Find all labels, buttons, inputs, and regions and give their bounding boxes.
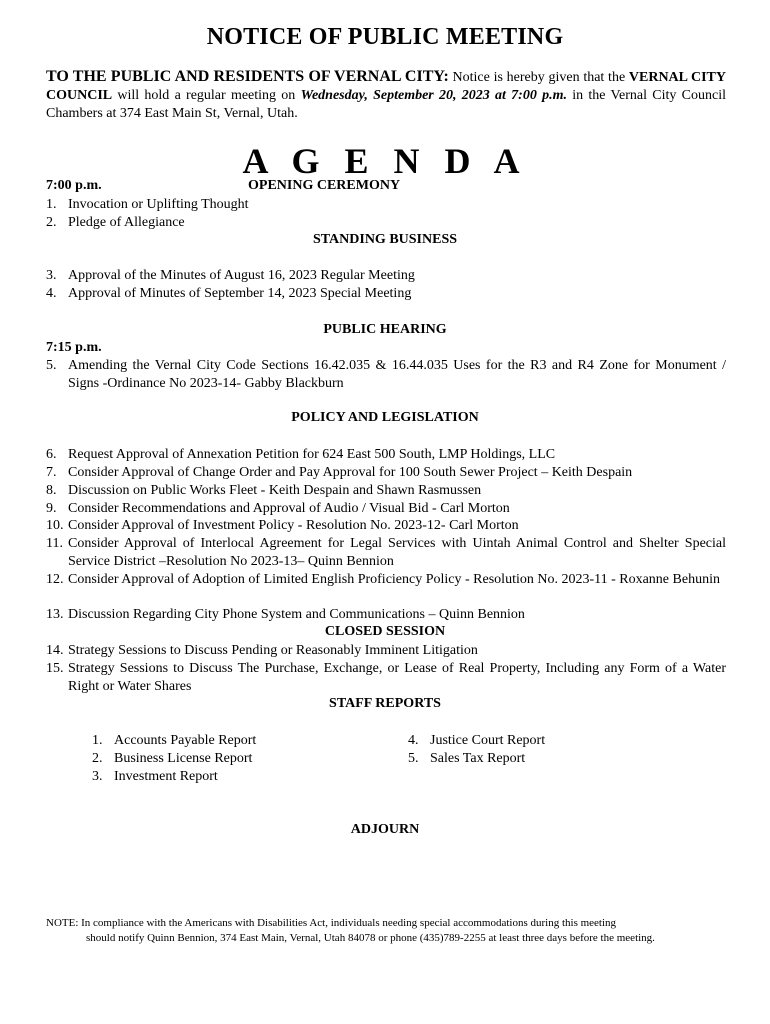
agenda-item: 14. Strategy Sessions to Discuss Pending or Reasonably Imminent Litigation: [46, 643, 478, 658]
section-standing-business: STANDING BUSINESS: [312, 232, 458, 247]
staff-report-item: 2. Business License Report: [92, 751, 253, 766]
agenda-item: 4. Approval of Minutes of September 14, 2023 Special Meeting: [46, 286, 412, 301]
staff-report-item: 4. Justice Court Report: [408, 733, 546, 748]
intro-lead: TO THE PUBLIC AND RESIDENTS OF VERNAL CITY:: [46, 68, 449, 85]
intro-text-1: Notice is hereby given that the: [448, 70, 629, 85]
agenda-item: 12. Consider Approval of Adoption of Limited English Proficiency Policy - Resolution No. 2023-11 - Roxanne Behunin: [46, 572, 720, 587]
intro-text-2: will hold a regular meeting on: [112, 88, 301, 103]
section-staff-reports: STAFF REPORTS: [329, 696, 441, 711]
section-closed-session: CLOSED SESSION: [324, 624, 446, 639]
agenda-item: 1. Invocation or Uplifting Thought: [46, 197, 249, 212]
agenda-item: 9. Consider Recommendations and Approval of Audio / Visual Bid - Carl Morton: [46, 501, 510, 516]
agenda-item: 10. Consider Approval of Investment Policy - Resolution No. 2023-12- Carl Morton: [46, 518, 519, 533]
intro-paragraph: [46, 68, 726, 123]
agenda-item: 8. Discussion on Public Works Fleet - Keith Despain and Shawn Rasmussen: [46, 483, 482, 498]
time-opening: 7:00 p.m.: [46, 178, 102, 193]
staff-reports-left: [92, 732, 256, 786]
section-adjourn: ADJOURN: [350, 822, 420, 837]
section-opening-ceremony: OPENING CEREMONY: [248, 178, 401, 193]
staff-report-item: 3. Investment Report: [92, 769, 218, 784]
staff-reports-right: [408, 732, 545, 768]
agenda-item: 13. Discussion Regarding City Phone System and Communications – Quinn Bennion: [46, 607, 525, 622]
intro-text-3: in the Vernal City Council Chambers at 374 East Main St, Vernal, Utah.: [46, 88, 726, 121]
agenda-item: 2. Pledge of Allegiance: [46, 215, 185, 230]
agenda-item: 11. Consider Approval of Interlocal Agreement for Legal Services with Uintah Animal Control and Shelter Special Service District –Resolution No 2023-13– Quinn Bennion: [46, 536, 726, 569]
council-name: VERNAL CITY COUNCIL: [46, 70, 726, 103]
ada-note-first-line: NOTE: In compliance with the Americans with Disabilities Act, individuals needing special accommodations during this meeting: [46, 917, 617, 929]
agenda-item: 6. Request Approval of Annexation Petition for 624 East 500 South, LMP Holdings, LLC: [46, 447, 556, 462]
section-public-hearing: PUBLIC HEARING: [323, 322, 447, 337]
time-hearing: 7:15 p.m.: [46, 340, 102, 355]
staff-report-item: 5. Sales Tax Report: [408, 751, 526, 766]
ada-note-rest: should notify Quinn Bennion, 374 East Main, Vernal, Utah 84078 or phone (435)789-2255 at least three days before the meeting.: [86, 932, 655, 944]
agenda-title: A G E N D A: [242, 141, 528, 181]
agenda-item: 7. Consider Approval of Change Order and Pay Approval for 100 South Sewer Project – Keith Despain: [46, 465, 633, 480]
section-policy-legislation: POLICY AND LEGISLATION: [291, 410, 479, 425]
ada-note: [46, 916, 726, 946]
agenda-item: 5. Amending the Vernal City Code Sections 16.42.035 & 16.44.035 Uses for the R3 and R4 Zone for Monument / Signs -Ordinance No 2023-14- Gabby Blackburn: [46, 358, 726, 391]
agenda-item: 15. Strategy Sessions to Discuss The Purchase, Exchange, or Lease of Real Property, Including any Form of a Water Right or Water Shares: [46, 661, 726, 694]
page-title: NOTICE OF PUBLIC MEETING: [206, 24, 564, 50]
meeting-date: Wednesday, September 20, 2023 at 7:00 p.m.: [300, 88, 567, 103]
staff-report-item: 1. Accounts Payable Report: [92, 733, 257, 748]
agenda-item: 3. Approval of the Minutes of August 16, 2023 Regular Meeting: [46, 268, 415, 283]
